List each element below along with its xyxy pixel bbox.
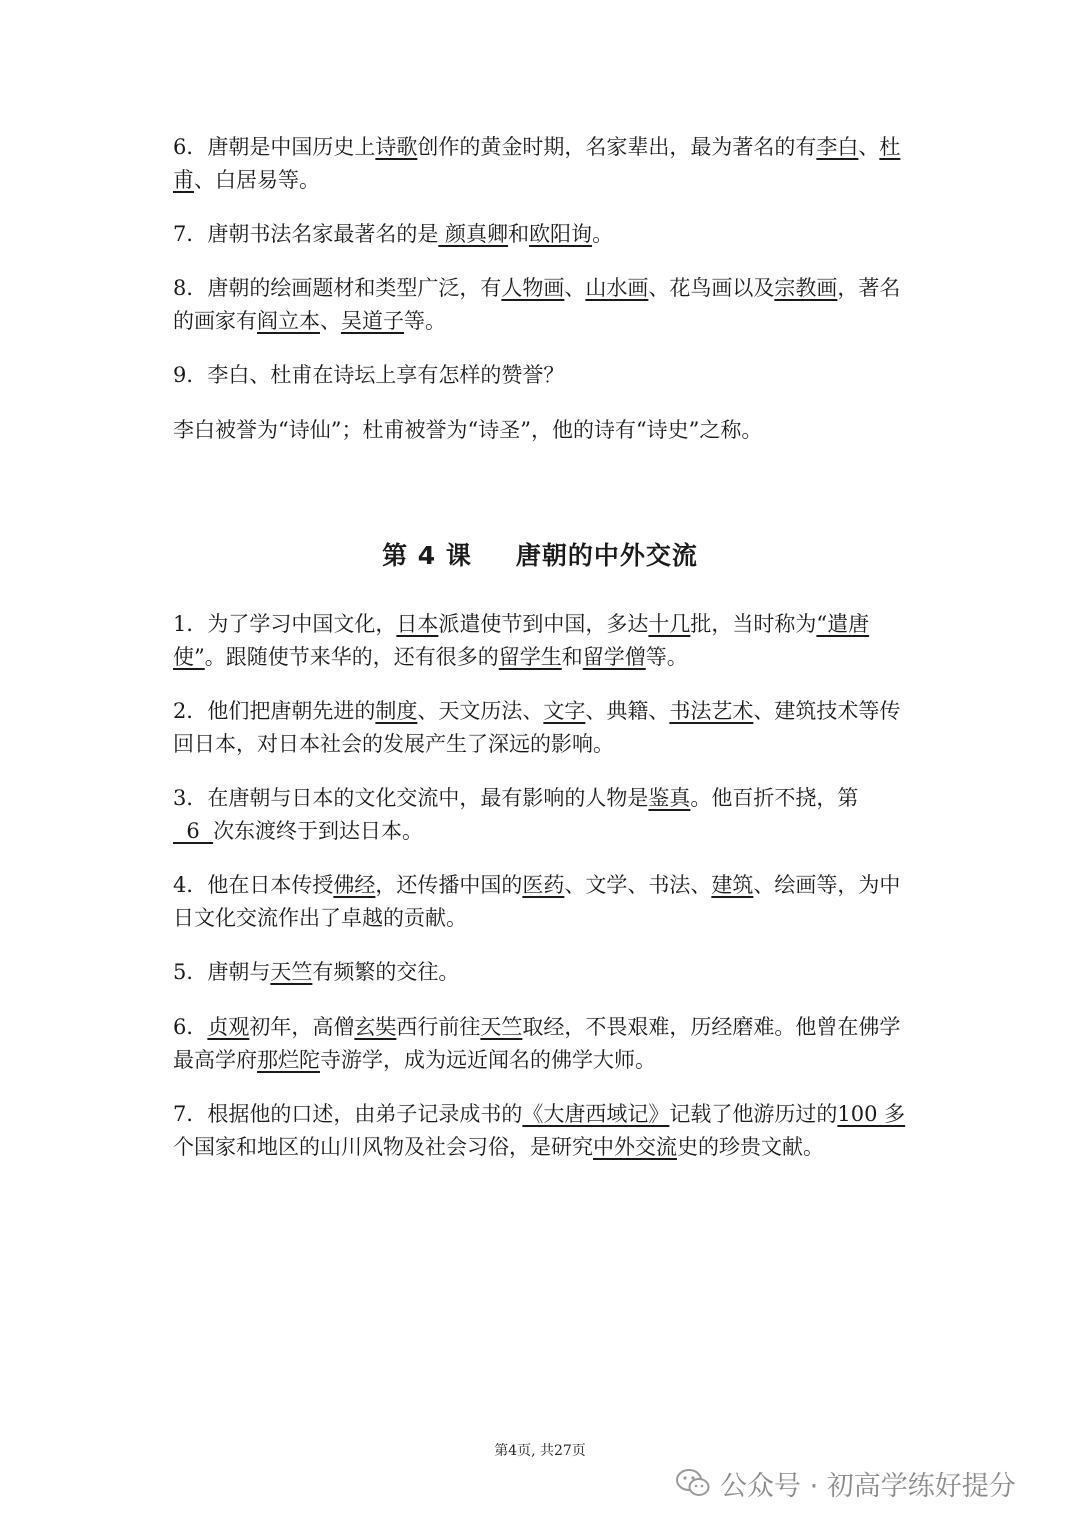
text: 、花鸟画以及: [648, 276, 775, 300]
text: ，还传播中国的: [375, 873, 523, 897]
answer: 贞观: [207, 1015, 250, 1039]
answer: 欧阳询: [529, 222, 593, 246]
wechat-icon: [676, 1468, 710, 1498]
text: 、典籍、: [585, 699, 670, 723]
item-number: 4．: [173, 873, 208, 897]
item-number: 7．: [173, 222, 208, 246]
text: 、绘画等，为中日文化交流作出了卓越的贡献。: [173, 873, 901, 930]
answer: 留学生: [498, 645, 562, 669]
answer: 十几: [648, 612, 691, 636]
watermark: [676, 1461, 1016, 1505]
text: 他们把唐朝先进的: [207, 699, 376, 723]
answer: 天竺: [480, 1015, 523, 1039]
answer: 《大唐西域记》: [522, 1102, 670, 1126]
item-number: 5．: [173, 960, 208, 984]
answer: 文字: [543, 699, 586, 723]
text: 、: [564, 276, 586, 300]
answer: 人物画: [501, 276, 565, 300]
text: 创作的黄金时期，名家辈出，最为著名的有: [417, 135, 817, 159]
answer: 佛经: [333, 873, 376, 897]
paragraph-prev-7: [173, 218, 913, 251]
answer: 建筑: [711, 873, 754, 897]
text: 等。: [645, 645, 688, 669]
item-number: 1．: [173, 612, 208, 636]
text: 和: [561, 645, 583, 669]
text: 。跟随使节来华的，还有很多的: [204, 645, 499, 669]
text: 记载了他游历过的: [669, 1102, 838, 1126]
text: 唐朝与: [207, 960, 271, 984]
item-number: 8．: [173, 276, 208, 300]
text: 次东渡终于到达日本。: [213, 819, 424, 843]
answer: “遣唐使”: [173, 612, 870, 669]
answer: 颜真卿: [438, 222, 509, 246]
item-3: [173, 782, 913, 848]
item-number: 6．: [173, 1015, 208, 1039]
answer: 100 多: [837, 1102, 906, 1126]
answer-9: 李白被誉为“诗仙”；杜甫被誉为“诗圣”，他的诗有“诗史”之称。: [173, 418, 763, 442]
page-number: 第4页, 共27页: [494, 1443, 586, 1459]
text: 、天文历法、: [417, 699, 544, 723]
item-6: [173, 1011, 913, 1077]
item-number: 7．: [173, 1102, 208, 1126]
text: 派遣使节到中国，多达: [438, 612, 649, 636]
text: 。他百折不挠，第: [690, 786, 859, 810]
item-number: 2．: [173, 699, 208, 723]
item-number: 6．: [173, 135, 208, 159]
lesson-title: 唐朝的中外交流: [515, 541, 698, 570]
answer: 日本: [396, 612, 439, 636]
text: 。: [592, 222, 614, 246]
answer: 书法艺术: [669, 699, 754, 723]
answer: 吴道子: [341, 309, 404, 333]
text: 在唐朝与日本的文化交流中，最有影响的人物是: [207, 786, 649, 810]
text: 、白居易等。: [194, 168, 320, 192]
text: 取经，不畏艰难，历经磨难。他曾在佛学最高学府: [173, 1015, 901, 1072]
answer: 玄奘: [354, 1015, 397, 1039]
answer: 6: [173, 819, 214, 843]
lesson-heading: [0, 536, 1080, 572]
question: 李白、杜甫在诗坛上享有怎样的赞誉？: [207, 363, 565, 387]
text: 寺游学，成为远近闻名的佛学大师。: [320, 1048, 656, 1072]
answer: 那烂陀: [257, 1048, 320, 1072]
item-7: [173, 1098, 913, 1164]
answer: 阎立本: [257, 309, 320, 333]
paragraph-prev-8: [173, 272, 913, 338]
item-2: [173, 695, 913, 761]
watermark-text: 公众号 · 初高学练好提分: [720, 1470, 1016, 1502]
lesson-number: 第 4 课: [382, 541, 472, 570]
text: 、: [320, 309, 341, 333]
item-number: 9．: [173, 363, 208, 387]
text: 根据他的口述，由弟子记录成书的: [207, 1102, 523, 1126]
text: 唐朝是中国历史上: [207, 135, 376, 159]
answer: 天竺: [270, 960, 313, 984]
item-number: 3．: [173, 786, 208, 810]
text: 西行前往: [396, 1015, 481, 1039]
text: 初年，高僧: [249, 1015, 355, 1039]
text: 有频繁的交往。: [312, 960, 460, 984]
text: 史的珍贵文献。: [677, 1135, 824, 1159]
text: 和: [508, 222, 530, 246]
answer: 李白: [816, 135, 859, 159]
text: 、建筑技术等传回日本，对日本社会的发展产生了深远的影响。: [173, 699, 901, 756]
answer: 杜甫: [173, 135, 901, 192]
text: 为了学习中国文化，: [207, 612, 397, 636]
text: 批，当时称为: [690, 612, 817, 636]
text: 唐朝的绘画题材和类型广泛，有: [207, 276, 502, 300]
answer: 诗歌: [375, 135, 418, 159]
answer: 鉴真: [648, 786, 691, 810]
item-4: [173, 869, 913, 935]
text: 他在日本传授: [207, 873, 334, 897]
answer: 制度: [375, 699, 418, 723]
answer: 中外交流: [593, 1135, 677, 1159]
paragraph-prev-9: [173, 359, 913, 392]
text: 等。: [404, 309, 446, 333]
answer: 留学僧: [582, 645, 646, 669]
answer: 宗教画: [774, 276, 838, 300]
text: 个国家和地区的山川风物及社会习俗，是研究: [173, 1135, 593, 1159]
paragraph-prev-6: [173, 131, 913, 197]
answer: 山水画: [585, 276, 649, 300]
text: 、: [858, 135, 880, 159]
text: 唐朝书法名家最著名的是: [207, 222, 439, 246]
text: ，著名的画家有: [173, 276, 901, 333]
item-1: [173, 608, 913, 674]
answer: 医药: [522, 873, 565, 897]
item-5: [173, 956, 913, 989]
text: 、文学、书法、: [564, 873, 712, 897]
